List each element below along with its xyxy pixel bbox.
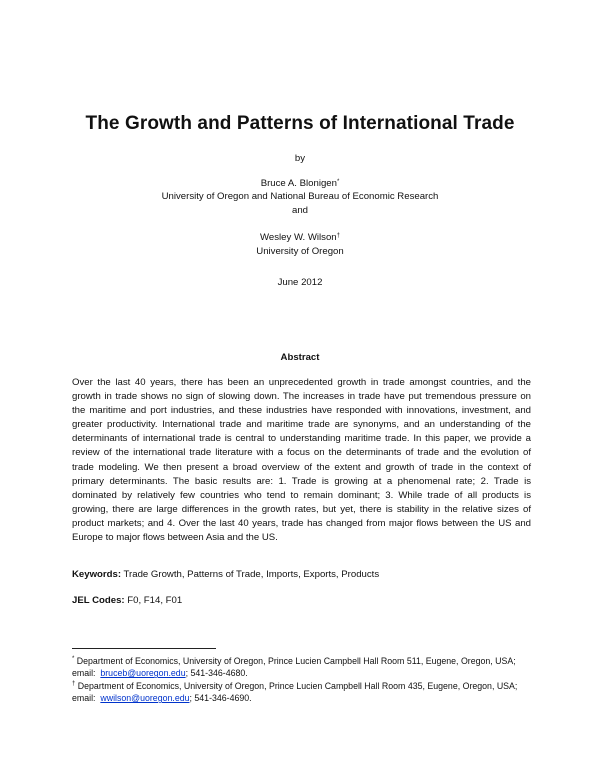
footnote-2: [72, 680, 542, 704]
footnote-1-phone: ; 541-346-4680.: [185, 668, 248, 679]
footnote-1-mark: *: [72, 656, 75, 662]
author-2-name: Wesley W. Wilson: [260, 232, 337, 243]
footnote-1-address: Department of Economics, University of Oregon, Prince Lucien Campbell Hall Room 511, Eugene, Oregon, USA;: [76, 656, 516, 666]
author-2: [0, 232, 600, 244]
author-1-affiliation: University of Oregon and National Bureau of Economic Research: [161, 191, 439, 202]
jel-label: JEL Codes:: [72, 595, 125, 606]
footnote-1-email-label: email:: [72, 668, 96, 679]
footnote-2-mark: †: [72, 681, 76, 687]
jel-value: F0, F14, F01: [127, 595, 183, 606]
abstract-body: [72, 376, 531, 545]
footnote-2-phone: ; 541-346-4690.: [189, 693, 252, 704]
by-line: by: [294, 153, 306, 164]
author-2-affiliation: University of Oregon: [256, 246, 344, 257]
and-line: and: [291, 205, 308, 216]
footnote-2-email-label: email:: [72, 693, 96, 704]
footnote-2-address: Department of Economics, University of Oregon, Prince Lucien Campbell Hall Room 435, Eugene, Oregon, USA;: [77, 681, 518, 691]
footnote-1-email-link[interactable]: bruceb@uoregon.edu: [100, 668, 186, 679]
abstract-text: Over the last 40 years, there has been an unprecedented growth in trade amongst countries, and the growth in trade shows no sign of slowing down. The increases in trade have put tremendous pressure on the maritime and port industries, and these industries have responded with innovations, investment, and greater productivity. International trade and maritime trade are synonyms, and an understanding of the determinants of international trade is central to understanding maritime trade. In this paper, we provide a review of the international trade literature with a focus on the determinants of trade and the evolution of trade modeling. We then present a broad overview of the extent and growth of trade in the context of primary determinants. The basic results are: 1. Trade is growing at a phenomenal rate; 2. Trade is dominated by relatively few countries who tend to remain dominant; 3. While trade of all products is growing, there are large differences in the growth rates, but yet, there is stability in the relative sizes of product markets; and 4. Over the last 40 years, trade has changed from major flows between the US and Europe to major flows between Asia and the US.: [72, 377, 531, 544]
paper-date: June 2012: [277, 277, 323, 288]
author-2-footnote-mark[interactable]: †: [336, 233, 340, 239]
keywords-value: Trade Growth, Patterns of Trade, Imports, Exports, Products: [123, 569, 380, 580]
keywords-line: [72, 569, 379, 580]
jel-line: [72, 595, 182, 606]
footnote-2-email-link[interactable]: wwilson@uoregon.edu: [100, 693, 190, 704]
author-1-name: Bruce A. Blonigen: [260, 178, 337, 189]
abstract-heading: Abstract: [280, 352, 320, 363]
paper-title: The Growth and Patterns of International Trade: [85, 113, 515, 134]
author-1: [0, 178, 600, 190]
footnote-1: [72, 655, 542, 679]
author-1-footnote-mark[interactable]: *: [336, 179, 340, 185]
keywords-label: Keywords:: [72, 569, 122, 580]
footnote-divider: [72, 648, 216, 649]
